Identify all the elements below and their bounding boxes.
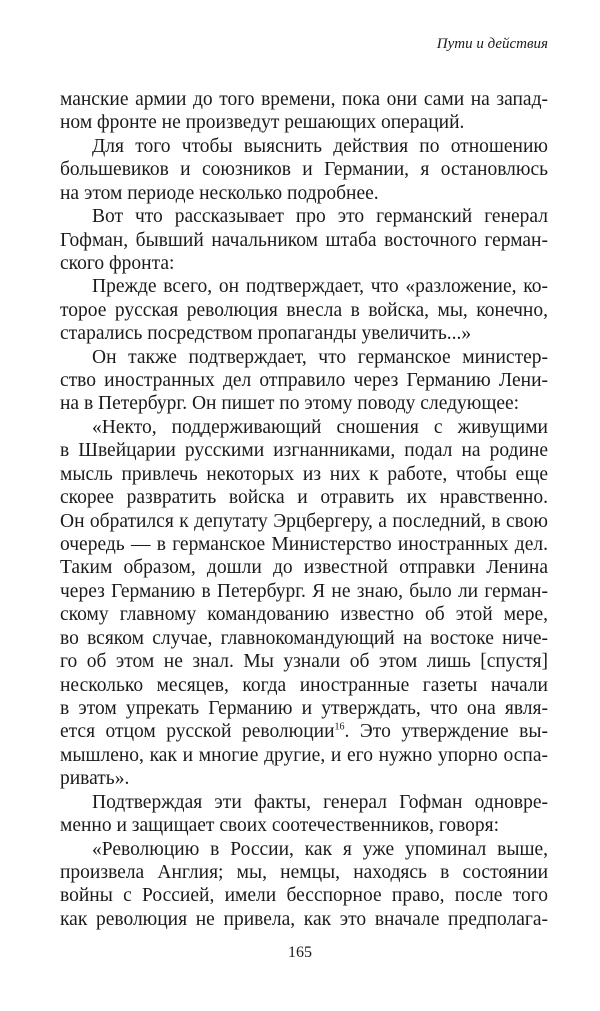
- text-line-content: Гофман, бывший начальником штаба восточного герман-: [60, 229, 548, 251]
- text-line-content: мышлено, как и многие другие, и его нужно упорно оспа-: [60, 744, 548, 766]
- text-line-content: ство иностранных дел отправило через Германию Лени-: [60, 370, 548, 392]
- text-line-content: торое русская революция внесла в войска, мы, конечно,: [60, 299, 548, 321]
- text-line: [60, 720, 548, 743]
- text-line-content: . Это утверждение вы-: [344, 721, 548, 743]
- text-line-content: «Революцию в России, как я уже упоминал выше,: [92, 838, 548, 860]
- text-line-content: войны с Россией, имели бесспорное право, после того: [60, 885, 548, 907]
- text-line: [60, 510, 548, 533]
- text-line-content: произвела Англия; мы, немцы, находясь в состоянии: [60, 861, 548, 883]
- text-line-content: во всяком случае, главнокомандующий на востоке ниче-: [60, 627, 548, 649]
- text-line-content: Он также подтверждает, что германское министер-: [92, 346, 548, 368]
- text-line-content: скорее развратить войска и отравить их нравственно.: [60, 487, 548, 509]
- text-line: [60, 627, 548, 650]
- text-line: [60, 322, 548, 345]
- text-line-content: Вот что рассказывает про это германский генерал: [92, 206, 548, 228]
- text-line-content: Подтверждая эти факты, генерал Гофман одновре-: [92, 791, 548, 813]
- text-line: [60, 861, 548, 884]
- text-line: [60, 158, 548, 181]
- text-line-content: ется отцом русской революции: [60, 721, 335, 743]
- text-line: [60, 205, 548, 228]
- text-line-content: ского фронта:: [60, 252, 175, 274]
- text-line: [60, 603, 548, 626]
- text-line-content: несколько месяцев, когда иностранные газеты начали: [60, 674, 548, 696]
- text-line-content: старались посредством пропаганды увеличить...»: [60, 323, 472, 345]
- text-line: [60, 182, 548, 205]
- text-line: [60, 463, 548, 486]
- text-line-content: через Германию в Петербург. Я не знаю, было ли герман-: [60, 580, 548, 602]
- text-line: [60, 791, 548, 814]
- text-line-content: скому главному командованию известно об этой мере,: [60, 604, 548, 626]
- text-line-content: на в Петербург. Он пишет по этому поводу следующее:: [60, 393, 520, 415]
- text-line: [60, 392, 548, 415]
- page-number: 165: [288, 944, 312, 961]
- text-line: [60, 674, 548, 697]
- text-line-content: на этом периоде несколько подробнее.: [60, 182, 379, 204]
- text-line-content: манские армии до того времени, пока они сами на запад-: [60, 89, 548, 110]
- text-line-content: Прежде всего, он подтверждает, что «разложение, ко-: [92, 276, 548, 298]
- footnote-marker[interactable]: 16: [334, 721, 345, 733]
- text-line: [60, 416, 548, 439]
- text-line-content: как революция не привела, как это вначале предполага-: [60, 908, 548, 930]
- text-line: [60, 580, 548, 603]
- running-header: Пути и действия: [436, 36, 548, 52]
- text-line: [60, 439, 548, 462]
- text-line-content: в этом упрекать Германию и утверждать, что она явля-: [60, 697, 548, 719]
- text-line-content: очередь — в германское Министерство иностранных дел.: [60, 534, 548, 556]
- text-line: [60, 88, 548, 111]
- text-line: [60, 111, 548, 134]
- text-line: [60, 135, 548, 158]
- text-line: [60, 650, 548, 673]
- text-line: [60, 556, 548, 579]
- text-line-content: в Швейцарии русскими изгнанниками, подал на родине: [60, 440, 548, 462]
- text-line: [60, 838, 548, 861]
- text-line-content: ривать».: [60, 768, 130, 790]
- text-line-content: «Некто, поддерживающий сношения с живущими: [92, 416, 548, 438]
- text-line: [60, 884, 548, 907]
- text-line: [60, 346, 548, 369]
- text-line: [60, 369, 548, 392]
- text-line-content: менно и защищает своих соотечественников, говоря:: [60, 815, 500, 837]
- text-line-content: большевиков и союзников и Германии, я остановлюсь: [60, 159, 548, 181]
- text-line-content: Для того чтобы выяснить действия по отношению: [92, 135, 548, 157]
- text-line-content: Он обратился к депутату Эрцбергеру, а последний, в свою: [60, 510, 548, 532]
- text-line-content: Таким образом, дошли до известной отправки Ленина: [60, 557, 548, 579]
- text-line-content: мысль привлечь некоторых из них к работе, чтобы еще: [60, 463, 548, 485]
- text-line: [60, 744, 548, 767]
- text-line: [60, 908, 548, 931]
- text-line: [60, 229, 548, 252]
- text-line: [60, 697, 548, 720]
- text-line-content: го об этом не знал. Мы узнали об этом лишь [спустя]: [60, 651, 548, 673]
- text-line: [60, 252, 548, 275]
- text-line: [60, 814, 548, 837]
- text-line: [60, 767, 548, 790]
- text-line: [60, 299, 548, 322]
- text-line: [60, 486, 548, 509]
- page-body-text: [60, 88, 548, 931]
- text-line: [60, 275, 548, 298]
- text-line: [60, 533, 548, 556]
- text-line-content: ном фронте не произведут решающих операций.: [60, 112, 465, 134]
